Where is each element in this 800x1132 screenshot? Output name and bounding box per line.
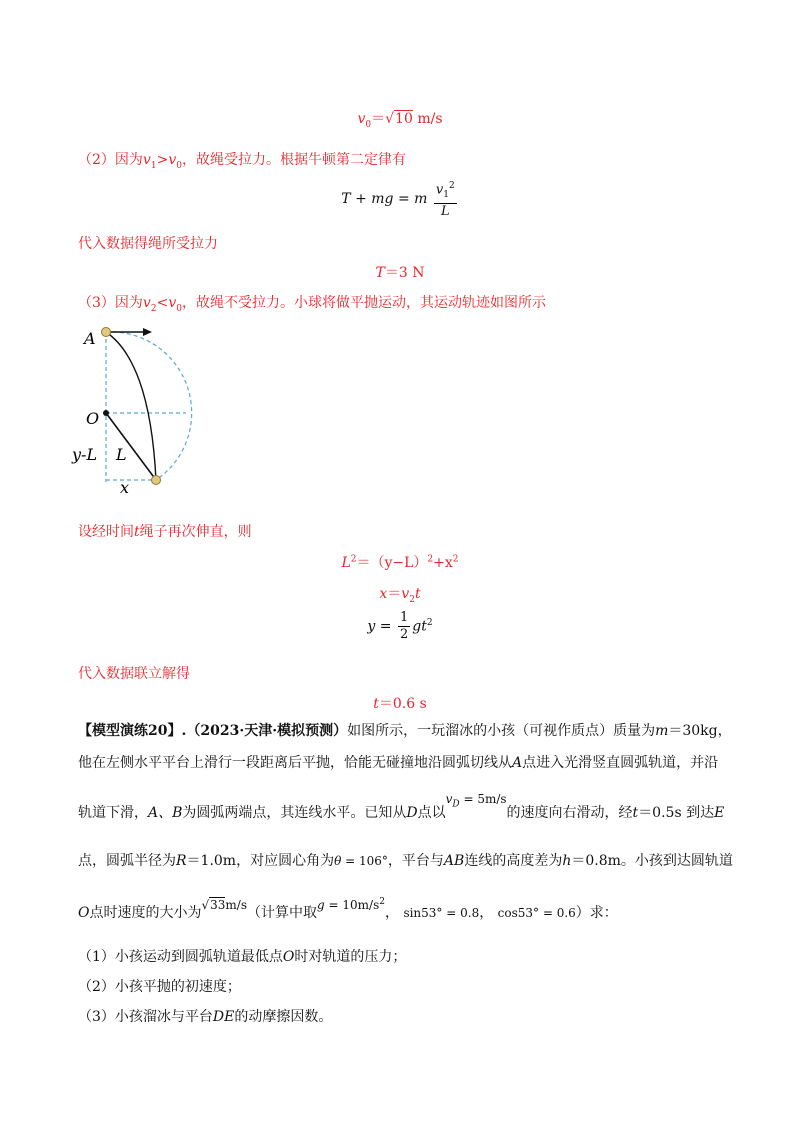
- problem-tag: 【模型演练20】: [78, 723, 182, 739]
- label-L: L: [116, 445, 127, 464]
- time-result: t＝0.6 s: [373, 696, 427, 712]
- problem-line-5: O点时速度的大小为√33m/s（计算中取$g = 10m/s^2$， sin53° = 0.8， cos53° = 0.6）求：: [78, 897, 618, 921]
- point-O: [103, 410, 109, 416]
- v0-result: $v_0=√10$ m/s: [357, 111, 443, 130]
- trajectory-curve: [106, 332, 156, 480]
- part2-intro: （2）因为$v_1>v_0$，故绳受拉力。根据牛顿第二定律有: [78, 152, 406, 171]
- question-2: （2）小孩平抛的初速度；: [78, 979, 241, 995]
- label-x: x: [120, 478, 130, 497]
- problem-line-3: 轨道下滑，A、B为圆弧两端点，其连线水平。已知从D点以$v_D = 5m/s$的速度向右滑动，经t＝0.5s 到达E: [78, 792, 725, 821]
- question-3: （3）小孩溜冰与平台DE的动摩擦因数。: [78, 1009, 333, 1025]
- equation-3: y = $\frac{1}{2}$ $gt^2$: [367, 610, 433, 642]
- trajectory-diagram: [70, 322, 210, 502]
- ball-B: [152, 476, 161, 485]
- equation-1: $L^2=(y-L)^2+x^2$: [341, 554, 459, 571]
- label-A: A: [84, 329, 96, 348]
- part3-intro: （3）因为$v_2<v_0$，故绳不受拉力。小球将做平抛运动，其运动轨迹如图所示: [78, 295, 546, 314]
- substitute-text-1: 代入数据得绳所受拉力: [78, 236, 218, 252]
- ball-A: [102, 328, 111, 337]
- question-1: （1）小孩运动到圆弧轨道最低点O时对轨道的压力；: [78, 949, 407, 965]
- problem-line-4: 点，圆弧半径为R＝1.0m，对应圆心角为θ = 106°，平台与AB连线的高度差为h＝0.8m。小孩到达圆轨道: [78, 853, 733, 869]
- problem-line-2: 他在左侧水平平台上滑行一段距离后平抛，恰能无碰撞地沿圆弧切线从A点进入光滑竖直圆弧轨道，并沿: [78, 755, 719, 771]
- problem-line-1: 【模型演练20】.（2023·天津·模拟预测）如图所示，一玩溜冰的小孩（可视作质点）质量为m＝30kg，: [78, 723, 732, 739]
- assume-text: 设经时间t绳子再次伸直，则: [78, 524, 252, 540]
- substitute-text-2: 代入数据联立解得: [78, 666, 190, 682]
- arrow-head-icon: [143, 328, 152, 336]
- rope-line: [106, 413, 156, 480]
- label-y-L: y-L: [72, 445, 98, 464]
- equation-2: $x=v_2t$: [379, 586, 421, 605]
- newton-equation: T + mg = m $\frac{v_1^2}{L}$: [0, 178, 800, 220]
- tension-result: T＝3 N: [375, 265, 425, 281]
- label-O: O: [86, 409, 100, 428]
